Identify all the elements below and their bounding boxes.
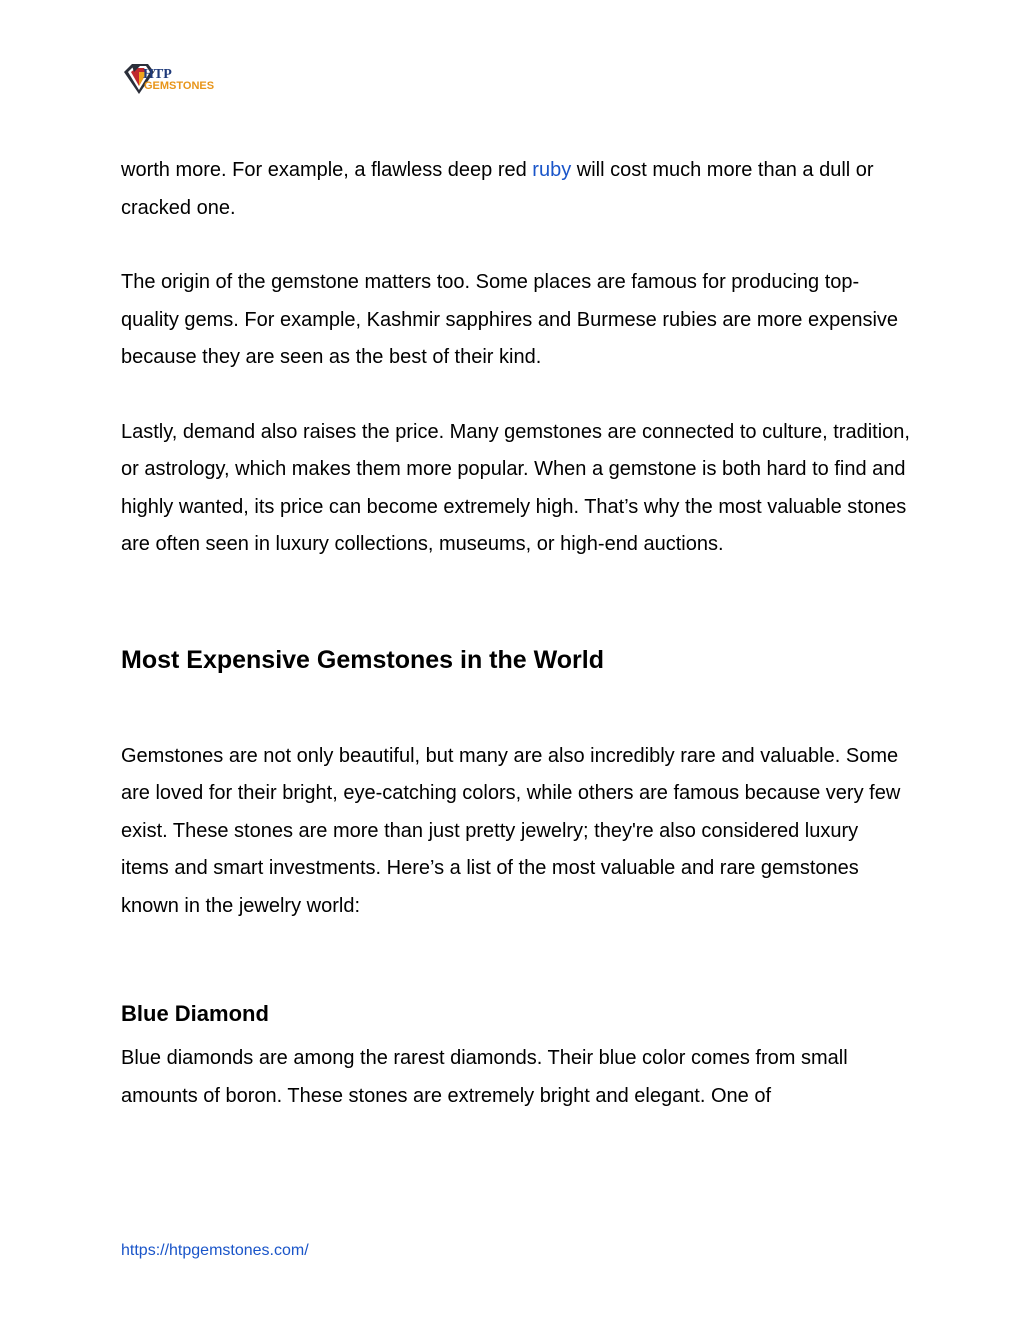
section-heading: Most Expensive Gemstones in the World — [121, 645, 604, 674]
paragraph-intro: Gemstones are not only beautiful, but many are also incredibly rare and valuable. Some are loved for their bright, eye-catching colors, while others are famous because very few exist. These stones are more than just pretty jewelry; they're also considered luxury items and smart investments. Here’s a list of the most valuable and rare gemstones known in the jewelry world: — [121, 744, 901, 917]
paragraph-text: will cost much more than a dull or cracked one. — [121, 159, 874, 219]
paragraph-text: worth more. For example, a flawless deep red — [121, 159, 533, 181]
gem-logo-icon — [122, 60, 232, 98]
logo-text-gemstones: GEMSTONES — [144, 80, 215, 92]
paragraph-blue-diamond: Blue diamonds are among the rarest diamonds. Their blue color comes from small amounts of boron. These stones are extremely bright and elegant. One of — [121, 1047, 848, 1107]
paragraph-demand: Lastly, demand also raises the price. Many gemstones are connected to culture, tradition, or astrology, which makes them more popular. When a gemstone is both hard to find and highly wanted, its price can become extremely high. That’s why the most valuable stones are often seen in luxury collections, museums, or high-end auctions. — [121, 420, 910, 555]
logo-text-htp: HTP — [143, 67, 172, 82]
footer-url-link[interactable]: https://htpgemstones.com/ — [121, 1242, 309, 1259]
ruby-link[interactable]: ruby — [532, 159, 572, 181]
document-body — [121, 152, 911, 1115]
paragraph-continuation — [121, 152, 911, 227]
htp-gemstones-logo — [122, 60, 232, 98]
paragraph-origin: The origin of the gemstone matters too. Some places are famous for producing top-quality gems. For example, Kashmir sapphires and Burmese rubies are more expensive because they are seen as the best of their kind. — [121, 271, 899, 368]
subsection-heading: Blue Diamond — [121, 1001, 269, 1026]
